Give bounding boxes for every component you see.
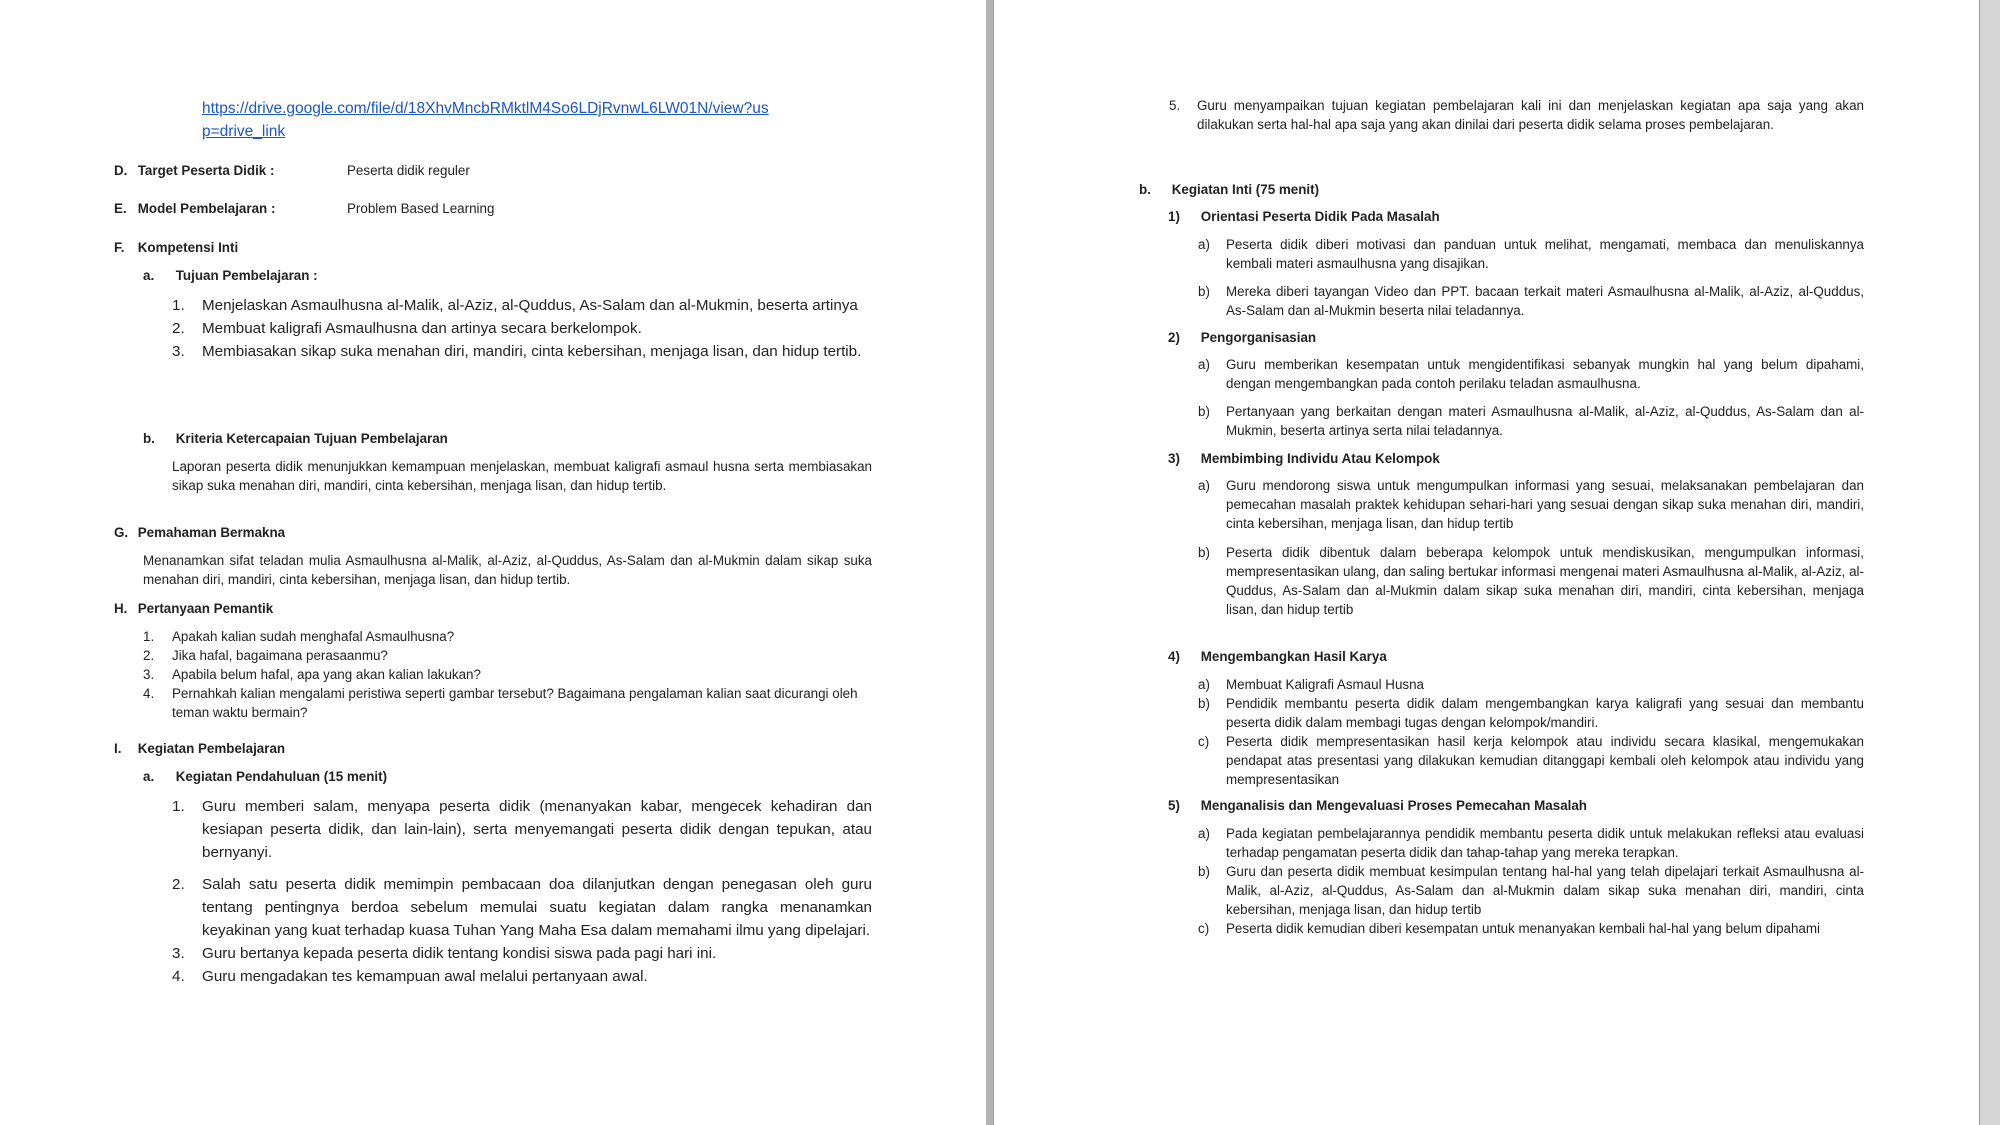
list-letter: a): [1198, 357, 1210, 372]
list-text: Pernahkah kalian mengalami peristiwa seperti gambar tersebut? Bagaimana pengalaman kalian saat dicurangi oleh teman waktu bermain?: [172, 686, 858, 720]
list-number: 4.: [143, 686, 155, 701]
section-d: [114, 161, 874, 180]
section-h-heading: [114, 599, 874, 618]
kriteria-heading: [143, 429, 843, 448]
list-letter: b): [1198, 864, 1210, 879]
step-2-heading: [1168, 328, 1868, 347]
list-letter: a): [1198, 826, 1210, 841]
step-3-title: Membimbing Individu Atau Kelompok: [1200, 451, 1440, 466]
section-g-text: Menanamkan sifat teladan mulia Asmaulhusna al-Malik, al-Aziz, al-Quddus, As-Salam dan al-Mukmin dalam sikap suka menahan diri, mandiri, cinta kebersihan, menjaga lisan, dan hidup tertib.: [143, 553, 872, 587]
step-2-title: Pengorganisasian: [1200, 330, 1317, 345]
list-letter: c): [1198, 734, 1210, 749]
list-letter: b): [1198, 404, 1210, 419]
list-item: [1198, 282, 1864, 320]
pendahuluan-list-continued: [1169, 96, 1864, 134]
list-item: [1198, 694, 1864, 732]
step-3-number: 3): [1168, 451, 1180, 466]
step-5-heading: [1168, 796, 1868, 815]
list-text: Guru memberi salam, menyapa peserta didik (menanyakan kabar, mengecek kehadiran dan kesiapan peserta didik, dan lain-lain), serta menyemangati peserta didik dengan tepukan, atau bernyanyi.: [202, 798, 872, 861]
list-text: Guru dan peserta didik membuat kesimpulan tentang hal-hal yang telah dipelajari terkait Asmaulhusna al-Malik, al-Aziz, al-Quddus, As-Salam dan al-Mukmin dalam sikap suka menahan diri, mandiri, cinta kebersihan, menjaga lisan, dan hidup tertib: [1226, 864, 1864, 917]
tujuan-letter: a.: [143, 268, 155, 283]
workspace-margin: [1980, 0, 2000, 1125]
step-1-heading: [1168, 207, 1868, 226]
list-item: [172, 294, 872, 317]
list-text: Pendidik membantu peserta didik dalam mengembangkan karya kaligrafi yang sesuai dan membantu peserta didik dalam membagi tugas dengan kelompok/mandiri.: [1226, 696, 1864, 730]
list-letter: b): [1198, 696, 1210, 711]
list-number: 2.: [143, 648, 155, 663]
step-4-title: Mengembangkan Hasil Karya: [1200, 649, 1387, 664]
list-item: [1198, 824, 1864, 862]
drive-link-line-2[interactable]: p=drive_link: [202, 123, 286, 140]
pendahuluan-label: Kegiatan Pendahuluan (15 menit): [175, 769, 388, 784]
list-text: Guru mendorong siswa untuk mengumpulkan informasi yang sesuai, melaksanakan pembelajaran dan pemecahan masalah praktek kehidupan sehari-hari yang sesuai dengan sikap suka menahan diri, mandiri, cinta kebersihan, menjaga lisan, dan hidup tertib: [1226, 478, 1864, 531]
list-text: Membiasakan sikap suka menahan diri, mandiri, cinta kebersihan, menjaga lisan, dan hidup tertib.: [202, 343, 862, 360]
section-e-value: Problem Based Learning: [347, 201, 495, 216]
step-2-number: 2): [1168, 330, 1180, 345]
list-text: Pada kegiatan pembelajarannya pendidik membantu peserta didik untuk melakukan refleksi atau evaluasi terhadap pengamatan peserta didik dan tahap-tahap yang mereka terapkan.: [1226, 826, 1864, 860]
list-item: [1169, 96, 1864, 134]
list-item: [143, 627, 872, 646]
list-text: Pertanyaan yang berkaitan dengan materi Asmaulhusna al-Malik, al-Aziz, al-Quddus, As-Salam dan al-Mukmin, beserta artinya serta nilai teladannya.: [1226, 404, 1864, 438]
step-3-list: [1198, 476, 1864, 619]
list-text: Peserta didik dibentuk dalam beberapa kelompok untuk mendiskusikan, mengumpulkan informasi, mempresentasikan ulang, dan saling bertukar informasi mengenai materi Asmaulhusna al-Malik, al-Aziz, al-Quddus, As-Salam dan al-Mukmin dalam sikap suka menahan diri, mandiri, cinta kebersihan, menjaga lisan, dan hidup tertib: [1226, 545, 1864, 617]
list-text: Jika hafal, bagaimana perasaanmu?: [172, 648, 388, 663]
step-4-number: 4): [1168, 649, 1180, 664]
kriteria-text: Laporan peserta didik menunjukkan kemampuan menjelaskan, membuat kaligrafi asmaul husna serta membiasakan sikap suka menahan diri, mandiri, cinta kebersihan, menjaga lisan, dan hidup tertib.: [172, 459, 872, 493]
step-1-number: 1): [1168, 209, 1180, 224]
list-item: [172, 873, 872, 942]
section-i-heading: [114, 739, 874, 758]
section-g-label: Pemahaman Bermakna: [137, 525, 286, 540]
list-number: 5.: [1169, 98, 1181, 113]
section-h-label: Pertanyaan Pemantik: [137, 601, 274, 616]
list-text: Peserta didik kemudian diberi kesempatan untuk menanyakan kembali hal-hal yang belum dipahami: [1226, 921, 1820, 936]
step-4-heading: [1168, 647, 1868, 666]
list-text: Guru menyampaikan tujuan kegiatan pembelajaran kali ini dan menjelaskan kegiatan apa saja yang akan dilakukan serta hal-hal apa saja yang akan dinilai dari peserta didik selama proses pembelajaran.: [1197, 98, 1864, 132]
list-text: Peserta didik mempresentasikan hasil kerja kelompok atau individu secara klasikal, mengemukakan pendapat atas presentasi yang dilakukan kemudian ditanggapi kembali oleh kelompok atau individu yang mempresentasikan: [1226, 734, 1864, 787]
section-i-label: Kegiatan Pembelajaran: [137, 741, 286, 756]
list-text: Menjelaskan Asmaulhusna al-Malik, al-Aziz, al-Quddus, As-Salam dan al-Mukmin, beserta artinya: [202, 297, 858, 314]
list-letter: a): [1198, 237, 1210, 252]
section-g-heading: [114, 523, 874, 542]
list-item: [143, 684, 872, 722]
list-text: Mereka diberi tayangan Video dan PPT. bacaan terkait materi Asmaulhusna al-Malik, al-Aziz, al-Quddus, As-Salam dan al-Mukmin beserta nilai teladannya.: [1226, 284, 1864, 318]
list-text: Salah satu peserta didik memimpin pembacaan doa dilanjutkan dengan penegasan oleh guru tentang pentingnya berdoa sebelum memulai suatu kegiatan dalam rangka menanamkan keyakinan yang kuat terhadap kuasa Tuhan Yang Maha Esa dalam memahami ilmu yang dipelajari.: [202, 876, 872, 939]
list-number: 1.: [172, 297, 185, 314]
step-4-list: [1198, 675, 1864, 789]
list-number: 2.: [172, 876, 185, 893]
tujuan-list: [172, 294, 872, 363]
list-text: Apabila belum hafal, apa yang akan kalian lakukan?: [172, 667, 481, 682]
section-f-letter: F.: [114, 240, 125, 255]
section-h-letter: H.: [114, 601, 128, 616]
list-number: 4.: [172, 968, 185, 985]
pendahuluan-list: [172, 795, 872, 988]
list-item: [1198, 355, 1864, 393]
section-g-letter: G.: [114, 525, 129, 540]
list-item: [172, 942, 872, 965]
drive-link-line-1[interactable]: https://drive.google.com/file/d/18XhvMncbRMktlM4So6LDjRvnwL6LW01N/view?us: [202, 100, 769, 117]
pendahuluan-heading: [143, 767, 843, 786]
section-d-letter: D.: [114, 163, 128, 178]
drive-link[interactable]: [202, 97, 882, 143]
document-page-left: [0, 0, 986, 1125]
list-item: [1198, 919, 1864, 938]
step-2-list: [1198, 355, 1864, 440]
list-letter: a): [1198, 677, 1210, 692]
list-text: Apakah kalian sudah menghafal Asmaulhusna?: [172, 629, 455, 644]
list-item: [143, 646, 872, 665]
list-item: [1198, 402, 1864, 440]
list-item: [172, 965, 872, 988]
list-text: Membuat kaligrafi Asmaulhusna dan artinya secara berkelompok.: [202, 320, 642, 337]
section-e: [114, 199, 874, 218]
step-5-number: 5): [1168, 798, 1180, 813]
list-number: 3.: [143, 667, 155, 682]
section-i-letter: I.: [114, 741, 122, 756]
page-gap: [986, 0, 993, 1125]
list-letter: a): [1198, 478, 1210, 493]
document-page-right: [993, 0, 1980, 1125]
list-item: [1198, 675, 1864, 694]
section-d-label: Target Peserta Didik :: [137, 163, 275, 178]
list-item: [1198, 732, 1864, 789]
pertanyaan-list: [143, 627, 872, 722]
section-f-label: Kompetensi Inti: [137, 240, 239, 255]
list-item: [172, 795, 872, 864]
list-item: [1198, 235, 1864, 273]
tujuan-label: Tujuan Pembelajaran :: [175, 268, 318, 283]
step-1-list: [1198, 235, 1864, 320]
step-1-title: Orientasi Peserta Didik Pada Masalah: [1200, 209, 1440, 224]
section-d-value: Peserta didik reguler: [347, 163, 470, 178]
list-number: 3.: [172, 945, 185, 962]
section-f-heading: [114, 238, 874, 257]
list-item: [1198, 543, 1864, 619]
step-5-list: [1198, 824, 1864, 938]
inti-letter: b.: [1139, 182, 1151, 197]
list-letter: b): [1198, 545, 1210, 560]
pendahuluan-letter: a.: [143, 769, 155, 784]
list-number: 2.: [172, 320, 185, 337]
inti-label: Kegiatan Inti (75 menit): [1171, 182, 1320, 197]
list-letter: b): [1198, 284, 1210, 299]
list-number: 1.: [172, 798, 185, 815]
list-item: [1198, 862, 1864, 919]
list-number: 3.: [172, 343, 185, 360]
list-item: [143, 665, 872, 684]
list-item: [1198, 476, 1864, 533]
kriteria-letter: b.: [143, 431, 155, 446]
list-text: Guru mengadakan tes kemampuan awal melalui pertanyaan awal.: [202, 968, 648, 985]
list-text: Peserta didik diberi motivasi dan panduan untuk melihat, mengamati, membaca dan menuliskannya kembali materi asmaulhusna yang disajikan.: [1226, 237, 1864, 271]
kriteria-label: Kriteria Ketercapaian Tujuan Pembelajaran: [175, 431, 448, 446]
list-text: Guru memberikan kesempatan untuk mengidentifikasi sebanyak mungkin hal yang belum dipahami, dengan mengembangkan pada contoh perilaku teladan asmaulhusna.: [1226, 357, 1864, 391]
list-text: Guru bertanya kepada peserta didik tentang kondisi siswa pada pagi hari ini.: [202, 945, 717, 962]
list-item: [172, 340, 872, 363]
section-e-label: Model Pembelajaran :: [137, 201, 276, 216]
list-text: Membuat Kaligrafi Asmaul Husna: [1226, 677, 1424, 692]
step-5-title: Menganalisis dan Mengevaluasi Proses Pemecahan Masalah: [1200, 798, 1587, 813]
list-letter: c): [1198, 921, 1210, 936]
step-3-heading: [1168, 449, 1868, 468]
section-e-letter: E.: [114, 201, 127, 216]
list-number: 1.: [143, 629, 155, 644]
inti-heading: [1139, 180, 1839, 199]
tujuan-heading: [143, 266, 743, 285]
list-item: [172, 317, 872, 340]
